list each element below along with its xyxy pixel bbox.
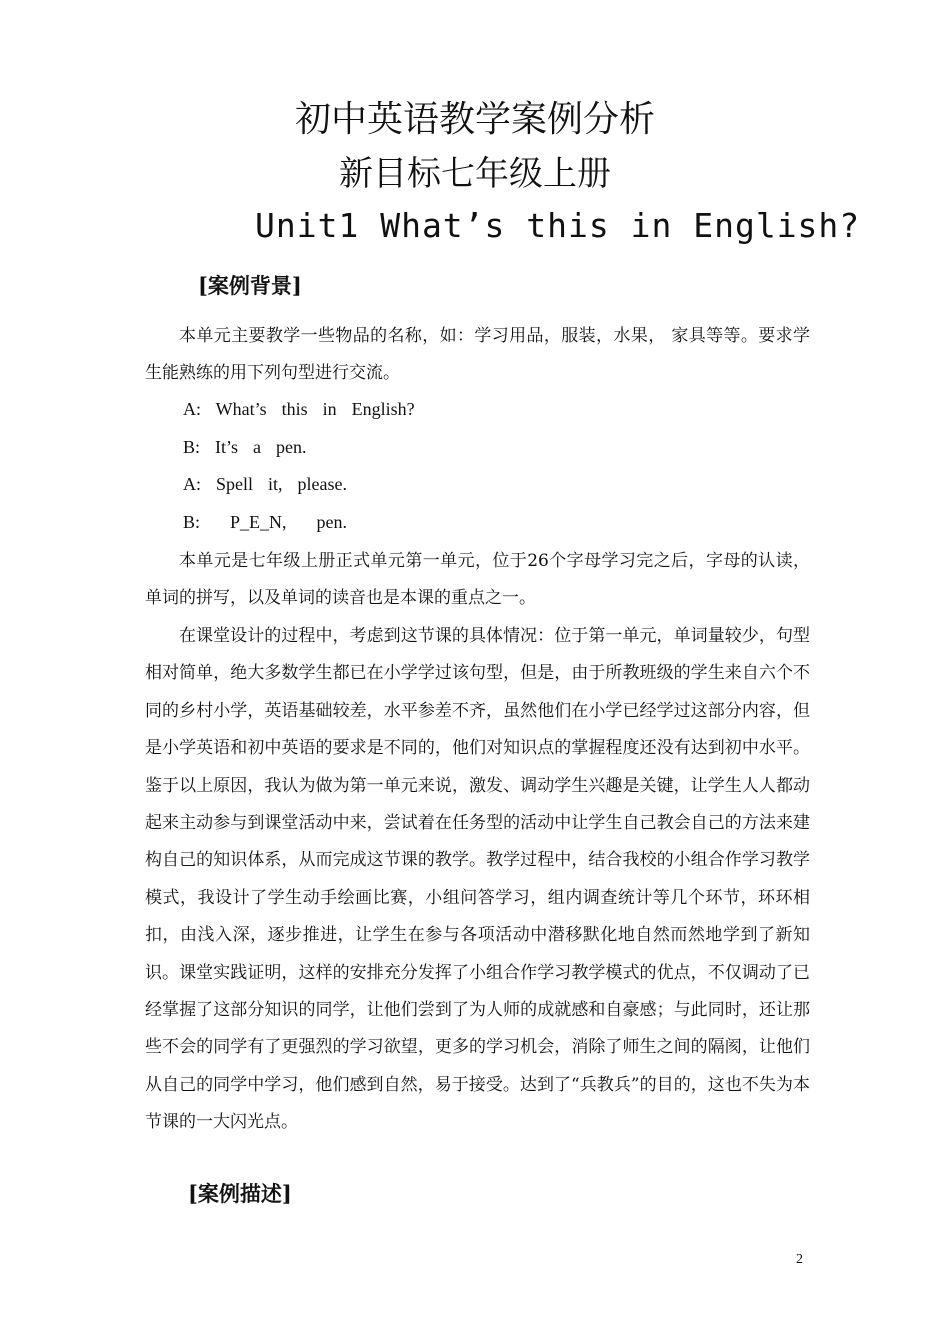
dialog-line: A: Spell it, please.	[183, 474, 347, 494]
section-heading-background: [案例背景]	[198, 273, 302, 298]
paragraph-unit-position: 本单元是七年级上册正式单元第一单元，位于26个字母学习完之后，字母的认读，单词的拼写，以及单词的读音也是本课的重点之一。	[145, 551, 810, 609]
document-title: 初中英语教学案例分析	[294, 99, 655, 140]
dialog-line: B: P_E_N, pen.	[183, 512, 348, 532]
dialog-line: A: What’s this in English?	[183, 399, 415, 419]
unit-title: Unit1 What’s this in English?	[255, 206, 861, 245]
dialog-line: B: It’s a pen.	[183, 437, 307, 457]
section-heading-description: [案例描述]	[188, 1181, 292, 1206]
paragraph-design: 在课堂设计的过程中，考虑到这节课的具体情况：位于第一单元，单词量较少，句型相对简单，绝大多数学生都已在小学学过该句型，但是，由于所教班级的学生来自六个不同的乡村小学，英语基础较差，水平参差不齐，虽然他们在小学已经学过这部分内容，但是小学英语和初中英语的要求是不同的，他们对知识点的掌握程度还没有达到初中水平。鉴于以上原因，我认为做为第一单元来说，激发、调动学生兴趣是关键，让学生人人都动起来主动参与到课堂活动中来，尝试着在任务型的活动中让学生自己教会自己的方法来建构自己的知识体系，从而完成这节课的教学。教学过程中，结合我校的小组合作学习教学模式，我设计了学生动手绘画比赛，小组问答学习，组内调查统计等几个环节，环环相扣，由浅入深，逐步推进，让学生在参与各项活动中潜移默化地自然而然地学到了新知识。课堂实践证明，这样的安排充分发挥了小组合作学习教学模式的优点，不仅调动了已经掌握了这部分知识的同学，让他们尝到了为人师的成就感和自豪感；与此同时，还让那些不会的同学有了更强烈的学习欲望，更多的学习机会，消除了师生之间的隔阂，让他们从自己的同学中学习，他们感到自然，易于接受。达到了“兵教兵”的目的，这也不失为本节课的一大闪光点。	[145, 626, 810, 1133]
paragraph-intro: 本单元主要教学一些物品的名称，如：学习用品，服装，水果， 家具等等。要求学生能熟练的用下列句型进行交流。	[145, 326, 810, 384]
document-subtitle: 新目标七年级上册	[339, 154, 611, 194]
page-number: 2	[796, 1252, 803, 1267]
